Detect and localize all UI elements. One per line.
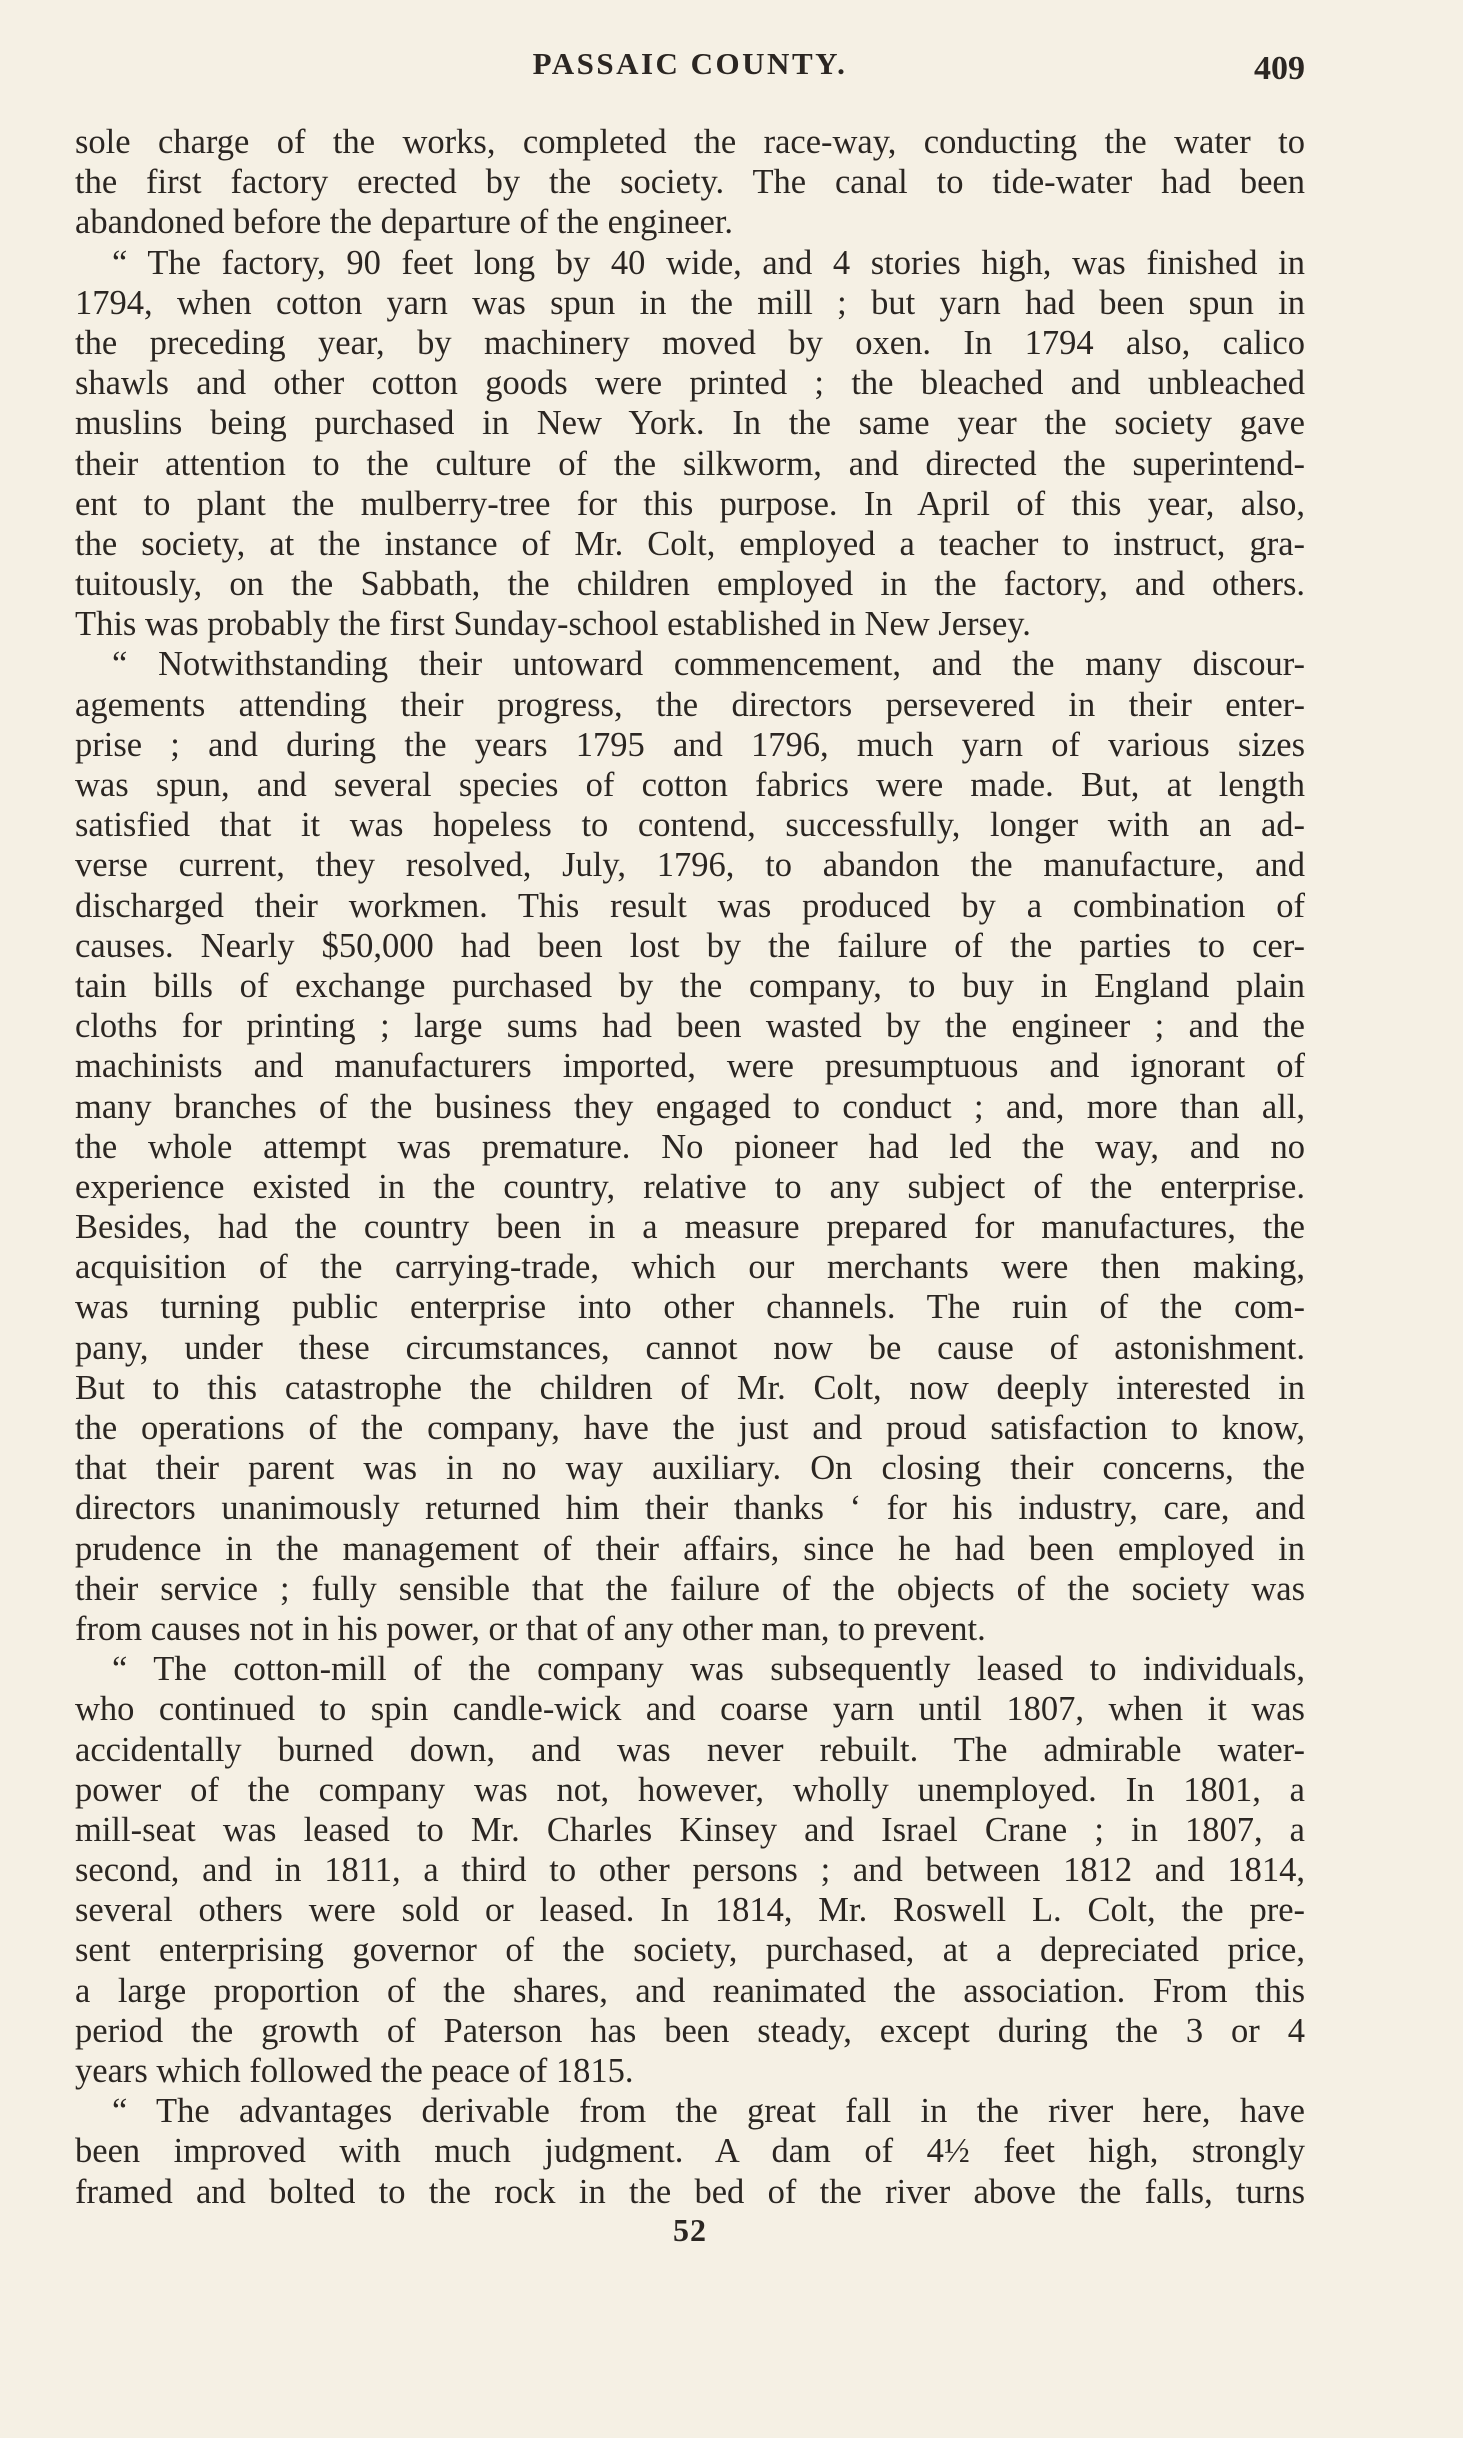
text-line: sent enterprising governor of the society, purchased, at a depreciated price, (75, 1931, 1305, 1970)
text-line: experience existed in the country, relative to any subject of the enterprise. (75, 1167, 1305, 1206)
text-line: from causes not in his power, or that of any other man, to prevent. (75, 1609, 986, 1648)
text-line: their service ; fully sensible that the failure of the objects of the society was (75, 1569, 1305, 1608)
text-line: a large proportion of the shares, and reanimated the association. From this (75, 1971, 1305, 2010)
text-line: Besides, had the country been in a measure prepared for manufactures, the (75, 1208, 1305, 1247)
text-line: ent to plant the mulberry-tree for this purpose. In April of this year, also, (75, 484, 1305, 523)
text-line: acquisition of the carrying-trade, which our merchants were then making, (75, 1248, 1305, 1287)
text-line: the whole attempt was premature. No pioneer had led the way, and no (75, 1127, 1305, 1166)
text-line: several others were sold or leased. In 1814, Mr. Roswell L. Colt, the pre- (75, 1891, 1305, 1930)
text-line: But to this catastrophe the children of Mr. Colt, now deeply interested in (75, 1368, 1305, 1407)
text-line: period the growth of Paterson has been steady, except during the 3 or 4 (75, 2011, 1305, 2050)
text-line: “ The cotton-mill of the company was subsequently leased to individuals, (112, 1650, 1305, 1689)
text-line: accidentally burned down, and was never rebuilt. The admirable water- (75, 1730, 1305, 1769)
text-line: satisfied that it was hopeless to contend, successfully, longer with an ad- (75, 806, 1305, 845)
text-line: many branches of the business they engaged to conduct ; and, more than all, (75, 1087, 1305, 1126)
text-line: directors unanimously returned him their thanks ‘ for his industry, care, and (75, 1489, 1305, 1528)
text-line: the operations of the company, have the just and proud satisfaction to know, (75, 1409, 1305, 1447)
text-line: causes. Nearly $50,000 had been lost by the failure of the parties to cer- (75, 926, 1305, 965)
text-line: years which followed the peace of 1815. (75, 2052, 634, 2090)
text-line: tain bills of exchange purchased by the company, to buy in England plain (75, 966, 1305, 1005)
text-line: tuitously, on the Sabbath, the children employed in the factory, and others. (75, 565, 1305, 604)
running-head (75, 46, 1305, 96)
text-line: power of the company was not, however, wholly unemployed. In 1801, a (75, 1770, 1305, 1809)
text-line: machinists and manufacturers imported, were presumptuous and ignorant of (75, 1047, 1305, 1086)
text-line: This was probably the first Sunday-school established in New Jersey. (75, 605, 1031, 644)
body-text (75, 122, 1305, 2212)
text-line: mill-seat was leased to Mr. Charles Kinsey and Israel Crane ; in 1807, a (75, 1810, 1305, 1849)
page-number: 409 (1254, 50, 1305, 87)
text-line: shawls and other cotton goods were printed ; the bleached and unbleached (75, 364, 1305, 403)
text-line: cloths for printing ; large sums had been wasted by the engineer ; and the (75, 1007, 1305, 1046)
text-line: the society, at the instance of Mr. Colt, employed a teacher to instruct, gra- (75, 524, 1305, 563)
text-line: abandoned before the departure of the engineer. (75, 203, 734, 242)
text-line: prudence in the management of their affairs, since he had been employed in (75, 1529, 1305, 1568)
text-line: that their parent was in no way auxiliary. On closing their concerns, the (75, 1449, 1305, 1488)
text-line: “ The advantages derivable from the great fall in the river here, have (112, 2092, 1305, 2131)
text-line: framed and bolted to the rock in the bed of the river above the falls, turns (75, 2172, 1305, 2211)
text-line: agements attending their progress, the directors persevered in their enter- (75, 685, 1305, 724)
text-line: their attention to the culture of the silkworm, and directed the superintend- (75, 444, 1305, 483)
text-line: the preceding year, by machinery moved by oxen. In 1794 also, calico (75, 323, 1305, 362)
text-line: verse current, they resolved, July, 1796, to abandon the manufacture, and (75, 846, 1305, 885)
text-line: “ The factory, 90 feet long by 40 wide, and 4 stories high, was finished in (112, 243, 1305, 282)
text-line: pany, under these circumstances, cannot now be cause of astonishment. (75, 1328, 1305, 1367)
text-line: sole charge of the works, completed the race-way, conducting the water to (75, 123, 1305, 161)
text-line: prise ; and during the years 1795 and 1796, much yarn of various sizes (75, 725, 1305, 764)
text-line: been improved with much judgment. A dam of 4½ feet high, strongly (75, 2132, 1305, 2171)
text-line: who continued to spin candle-wick and coarse yarn until 1807, when it was (75, 1690, 1305, 1729)
text-line: “ Notwithstanding their untoward commencement, and the many discour- (112, 645, 1305, 684)
text-line: 1794, when cotton yarn was spun in the mill ; but yarn had been spun in (75, 283, 1305, 322)
text-line: muslins being purchased in New York. In the same year the society gave (75, 404, 1305, 443)
signature-mark: 52 (673, 2212, 707, 2248)
text-line: was spun, and several species of cotton fabrics were made. But, at length (75, 766, 1305, 804)
text-line: was turning public enterprise into other channels. The ruin of the com- (75, 1288, 1305, 1327)
text-line: discharged their workmen. This result was produced by a combination of (75, 886, 1305, 925)
text-line: the first factory erected by the society. The canal to tide-water had been (75, 163, 1305, 202)
running-title: PASSAIC COUNTY. (532, 46, 848, 81)
text-line: second, and in 1811, a third to other persons ; and between 1812 and 1814, (75, 1851, 1305, 1890)
